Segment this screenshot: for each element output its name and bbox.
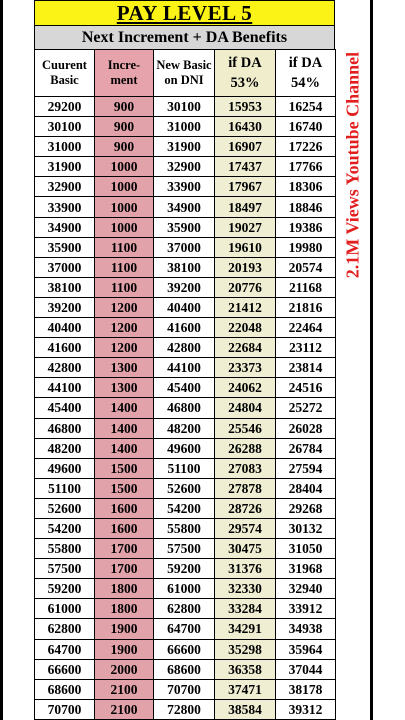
table-row [35, 478, 336, 498]
table-row [35, 438, 336, 458]
cell-new-basic: 57500 [154, 539, 215, 559]
cell-da-54: 24516 [276, 378, 336, 398]
cell-new-basic: 39200 [154, 277, 215, 297]
cell-da-54: 21168 [276, 277, 336, 297]
cell-new-basic: 35900 [154, 217, 215, 237]
cell-da-54: 28404 [276, 478, 336, 498]
cell-da-53: 21412 [215, 297, 276, 317]
cell-da-54: 17766 [276, 157, 336, 177]
cell-increment: 900 [95, 137, 154, 157]
table-row [35, 619, 336, 639]
table-row [35, 257, 336, 277]
cell-current-basic: 40400 [35, 318, 95, 338]
cell-current-basic: 35900 [35, 237, 95, 257]
table-row [35, 237, 336, 257]
cell-da-53: 22048 [215, 318, 276, 338]
cell-current-basic: 55800 [35, 539, 95, 559]
header-current-basic: Cuurent Basic [35, 50, 95, 97]
cell-new-basic: 59200 [154, 559, 215, 579]
cell-increment: 1100 [95, 237, 154, 257]
cell-current-basic: 68600 [35, 679, 95, 699]
cell-da-53: 19610 [215, 237, 276, 257]
cell-da-53: 33284 [215, 599, 276, 619]
table-row [35, 137, 336, 157]
cell-increment: 1200 [95, 338, 154, 358]
cell-current-basic: 45400 [35, 398, 95, 418]
cell-increment: 1500 [95, 478, 154, 498]
cell-da-53: 29574 [215, 518, 276, 538]
cell-current-basic: 52600 [35, 498, 95, 518]
table-row [35, 518, 336, 538]
cell-increment: 1700 [95, 559, 154, 579]
left-border-line [0, 0, 3, 720]
table-row [35, 579, 336, 599]
table-row [35, 699, 336, 719]
cell-da-54: 23814 [276, 358, 336, 378]
cell-increment: 1900 [95, 619, 154, 639]
cell-increment: 1000 [95, 157, 154, 177]
cell-da-54: 25272 [276, 398, 336, 418]
cell-da-54: 21816 [276, 297, 336, 317]
cell-current-basic: 70700 [35, 699, 95, 719]
cell-increment: 900 [95, 117, 154, 137]
cell-new-basic: 41600 [154, 318, 215, 338]
cell-da-54: 19386 [276, 217, 336, 237]
cell-da-54: 17226 [276, 137, 336, 157]
page-title: PAY LEVEL 5 [34, 0, 335, 25]
table-body [35, 97, 336, 720]
cell-da-54: 34938 [276, 619, 336, 639]
cell-current-basic: 44100 [35, 378, 95, 398]
cell-new-basic: 68600 [154, 659, 215, 679]
table-row [35, 97, 336, 117]
cell-current-basic: 38100 [35, 277, 95, 297]
cell-increment: 2100 [95, 699, 154, 719]
cell-da-54: 26028 [276, 418, 336, 438]
table-row [35, 338, 336, 358]
cell-da-53: 20193 [215, 257, 276, 277]
cell-da-53: 31376 [215, 559, 276, 579]
cell-increment: 1400 [95, 398, 154, 418]
table-row [35, 318, 336, 338]
cell-increment: 900 [95, 97, 154, 117]
cell-da-53: 27083 [215, 458, 276, 478]
cell-da-54: 31050 [276, 539, 336, 559]
cell-da-54: 23112 [276, 338, 336, 358]
cell-new-basic: 54200 [154, 498, 215, 518]
cell-current-basic: 61000 [35, 599, 95, 619]
cell-current-basic: 48200 [35, 438, 95, 458]
cell-increment: 1100 [95, 277, 154, 297]
header-da-53: if DA 53% [215, 50, 276, 97]
cell-da-54: 33912 [276, 599, 336, 619]
table-row [35, 498, 336, 518]
cell-da-54: 22464 [276, 318, 336, 338]
cell-da-53: 28726 [215, 498, 276, 518]
cell-da-54: 32940 [276, 579, 336, 599]
cell-current-basic: 39200 [35, 297, 95, 317]
table-row [35, 599, 336, 619]
table-row [35, 358, 336, 378]
cell-da-54: 29268 [276, 498, 336, 518]
cell-increment: 1600 [95, 518, 154, 538]
cell-current-basic: 33900 [35, 197, 95, 217]
cell-new-basic: 42800 [154, 338, 215, 358]
cell-da-53: 17967 [215, 177, 276, 197]
cell-da-54: 27594 [276, 458, 336, 478]
cell-new-basic: 34900 [154, 197, 215, 217]
header-new-basic: New Basic on DNI [154, 50, 215, 97]
cell-new-basic: 61000 [154, 579, 215, 599]
cell-new-basic: 70700 [154, 679, 215, 699]
cell-new-basic: 64700 [154, 619, 215, 639]
cell-increment: 1800 [95, 579, 154, 599]
cell-increment: 1600 [95, 498, 154, 518]
cell-da-53: 23373 [215, 358, 276, 378]
cell-da-53: 30475 [215, 539, 276, 559]
cell-da-54: 38178 [276, 679, 336, 699]
cell-increment: 2100 [95, 679, 154, 699]
cell-da-53: 35298 [215, 639, 276, 659]
cell-da-53: 38584 [215, 699, 276, 719]
table-row [35, 458, 336, 478]
cell-da-53: 34291 [215, 619, 276, 639]
table-row [35, 418, 336, 438]
cell-current-basic: 51100 [35, 478, 95, 498]
table-row [35, 217, 336, 237]
channel-watermark-text: 2.1M Views Youtube Channel [342, 51, 363, 279]
table-row [35, 659, 336, 679]
cell-increment: 1200 [95, 318, 154, 338]
cell-new-basic: 51100 [154, 458, 215, 478]
cell-current-basic: 59200 [35, 579, 95, 599]
cell-increment: 1000 [95, 197, 154, 217]
cell-da-53: 26288 [215, 438, 276, 458]
cell-da-54: 20574 [276, 257, 336, 277]
cell-current-basic: 30100 [35, 117, 95, 137]
header-increment: Incre-ment [95, 50, 154, 97]
cell-da-53: 24062 [215, 378, 276, 398]
cell-da-53: 27878 [215, 478, 276, 498]
pay-table-sheet [34, 0, 335, 720]
cell-new-basic: 72800 [154, 699, 215, 719]
cell-da-54: 30132 [276, 518, 336, 538]
pay-table [34, 49, 336, 720]
cell-new-basic: 49600 [154, 438, 215, 458]
cell-new-basic: 31000 [154, 117, 215, 137]
cell-new-basic: 48200 [154, 418, 215, 438]
cell-da-54: 39312 [276, 699, 336, 719]
cell-da-53: 15953 [215, 97, 276, 117]
cell-da-54: 35964 [276, 639, 336, 659]
cell-new-basic: 31900 [154, 137, 215, 157]
cell-da-53: 32330 [215, 579, 276, 599]
cell-da-54: 26784 [276, 438, 336, 458]
cell-current-basic: 42800 [35, 358, 95, 378]
table-row [35, 297, 336, 317]
cell-da-54: 16254 [276, 97, 336, 117]
cell-da-54: 37044 [276, 659, 336, 679]
cell-new-basic: 40400 [154, 297, 215, 317]
cell-da-53: 16907 [215, 137, 276, 157]
cell-new-basic: 38100 [154, 257, 215, 277]
cell-da-54: 31968 [276, 559, 336, 579]
cell-da-53: 16430 [215, 117, 276, 137]
right-border-line [370, 0, 373, 720]
cell-increment: 1400 [95, 438, 154, 458]
cell-current-basic: 64700 [35, 639, 95, 659]
cell-increment: 1900 [95, 639, 154, 659]
cell-current-basic: 57500 [35, 559, 95, 579]
table-row [35, 378, 336, 398]
cell-da-54: 19980 [276, 237, 336, 257]
cell-current-basic: 46800 [35, 418, 95, 438]
cell-increment: 1700 [95, 539, 154, 559]
cell-new-basic: 44100 [154, 358, 215, 378]
cell-da-53: 22684 [215, 338, 276, 358]
table-row [35, 679, 336, 699]
cell-increment: 1200 [95, 297, 154, 317]
table-row [35, 559, 336, 579]
cell-da-53: 24804 [215, 398, 276, 418]
table-row [35, 157, 336, 177]
cell-current-basic: 49600 [35, 458, 95, 478]
cell-da-53: 17437 [215, 157, 276, 177]
cell-increment: 1100 [95, 257, 154, 277]
cell-da-53: 20776 [215, 277, 276, 297]
cell-current-basic: 34900 [35, 217, 95, 237]
cell-current-basic: 37000 [35, 257, 95, 277]
cell-new-basic: 46800 [154, 398, 215, 418]
cell-da-53: 25546 [215, 418, 276, 438]
cell-da-53: 37471 [215, 679, 276, 699]
cell-da-53: 19027 [215, 217, 276, 237]
cell-current-basic: 66600 [35, 659, 95, 679]
cell-current-basic: 41600 [35, 338, 95, 358]
table-row [35, 177, 336, 197]
cell-new-basic: 30100 [154, 97, 215, 117]
cell-current-basic: 54200 [35, 518, 95, 538]
table-row [35, 277, 336, 297]
cell-current-basic: 31900 [35, 157, 95, 177]
cell-new-basic: 32900 [154, 157, 215, 177]
cell-da-54: 18306 [276, 177, 336, 197]
cell-increment: 1800 [95, 599, 154, 619]
cell-increment: 1300 [95, 358, 154, 378]
cell-da-53: 18497 [215, 197, 276, 217]
cell-current-basic: 62800 [35, 619, 95, 639]
cell-increment: 1000 [95, 177, 154, 197]
cell-new-basic: 33900 [154, 177, 215, 197]
table-row [35, 197, 336, 217]
header-da-54: if DA 54% [276, 50, 336, 97]
cell-new-basic: 66600 [154, 639, 215, 659]
table-row [35, 117, 336, 137]
cell-new-basic: 52600 [154, 478, 215, 498]
cell-increment: 1000 [95, 217, 154, 237]
cell-increment: 1400 [95, 418, 154, 438]
cell-da-53: 36358 [215, 659, 276, 679]
cell-new-basic: 45400 [154, 378, 215, 398]
table-row [35, 398, 336, 418]
table-subtitle: Next Increment + DA Benefits [34, 25, 335, 49]
header-row [35, 50, 336, 97]
cell-new-basic: 62800 [154, 599, 215, 619]
cell-current-basic: 32900 [35, 177, 95, 197]
cell-new-basic: 37000 [154, 237, 215, 257]
cell-da-54: 18846 [276, 197, 336, 217]
cell-current-basic: 31000 [35, 137, 95, 157]
cell-increment: 2000 [95, 659, 154, 679]
cell-increment: 1300 [95, 378, 154, 398]
cell-increment: 1500 [95, 458, 154, 478]
cell-da-54: 16740 [276, 117, 336, 137]
table-row [35, 539, 336, 559]
cell-new-basic: 55800 [154, 518, 215, 538]
table-row [35, 639, 336, 659]
cell-current-basic: 29200 [35, 97, 95, 117]
